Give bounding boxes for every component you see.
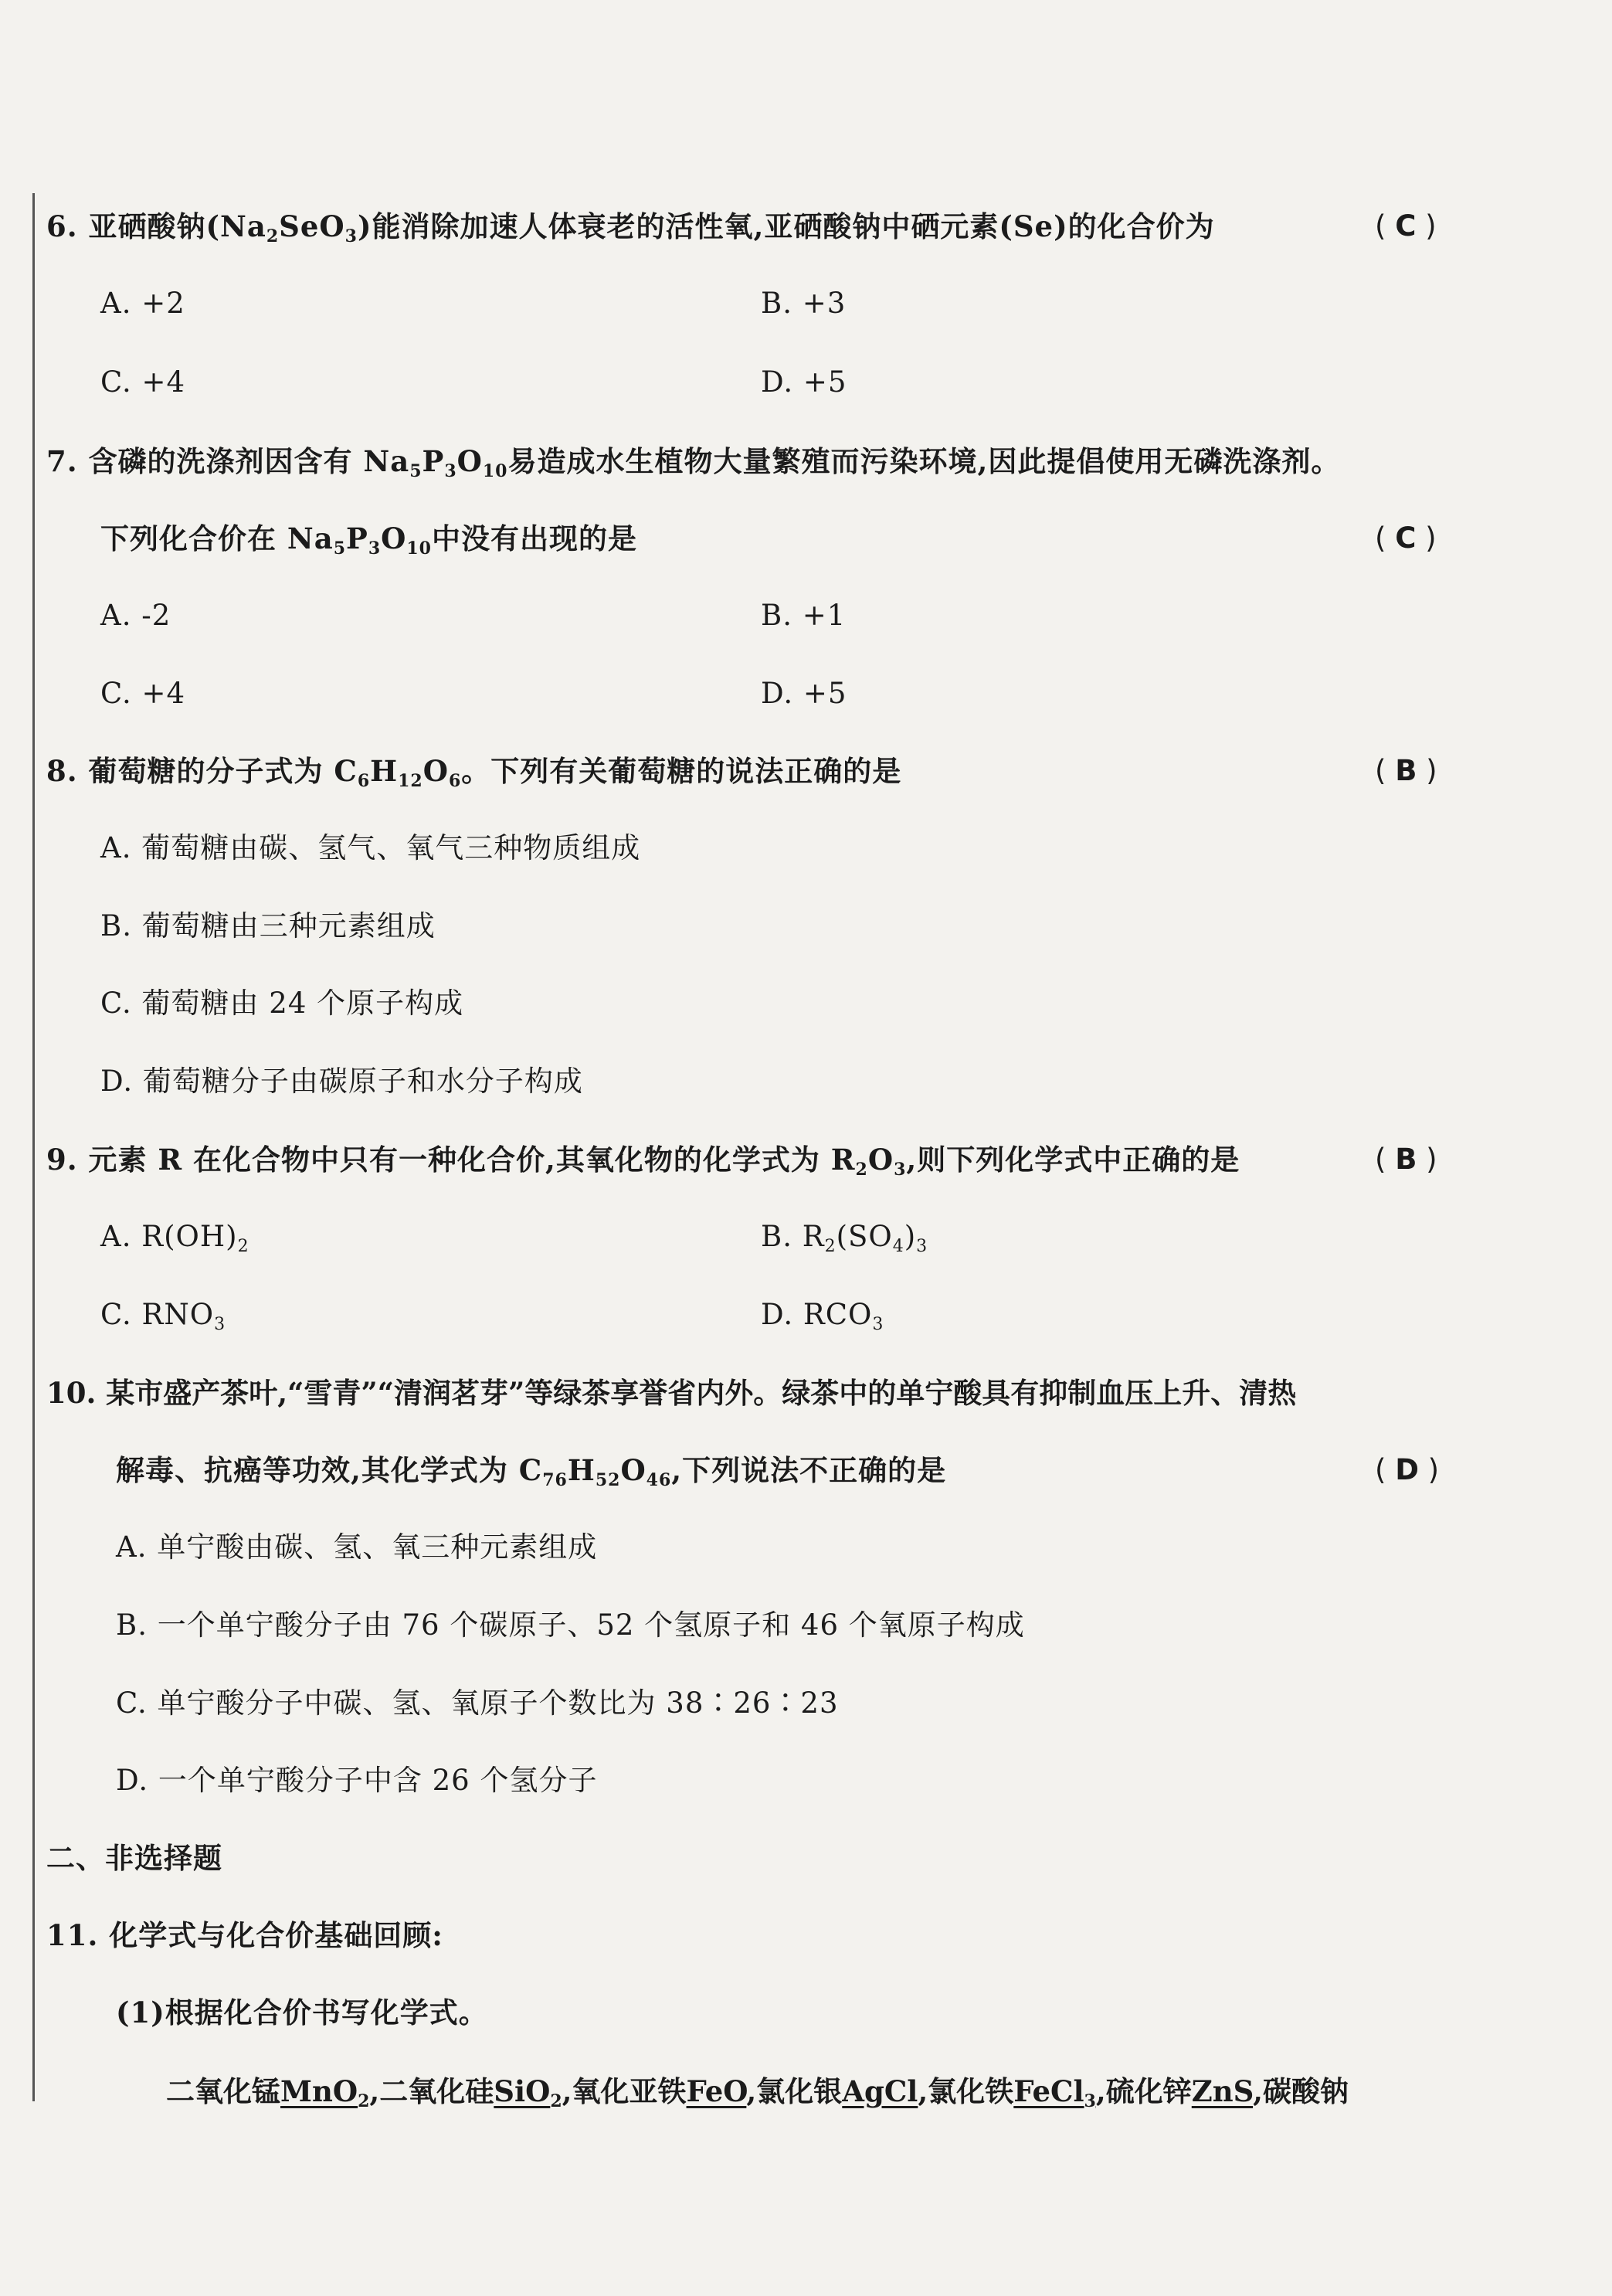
q8-option-c: C. 葡萄糖由 24 个原子构成 [100, 987, 464, 1020]
q7-option-c: C. +4 [100, 677, 186, 710]
q8-option-a: A. 葡萄糖由碳、氢气、氧气三种物质组成 [100, 831, 641, 864]
q9-option-b: B. $R_2(SO_4)_3$ [761, 1220, 928, 1256]
q6-answer: ( C ) [1375, 209, 1437, 243]
q9-option-c: C. $RNO_3$ [100, 1298, 226, 1334]
q8-answer: ( B ) [1375, 754, 1437, 787]
q7-option-a: A. -2 [100, 599, 171, 632]
fill-answer-mno2: MnO$_2$ [280, 2074, 370, 2111]
q8-option-b: B. 葡萄糖由三种元素组成 [100, 909, 436, 943]
q10-stem-line2: 解毒、抗癌等功效,其化学式为 $C_{76}H_{52}O_{46}$,下列说法不正确的是 [116, 1453, 947, 1490]
q7-stem-line1: 7. 含磷的洗涤剂因含有 $Na_5P_3O_{10}$易造成水生植物大量繁殖而污染环境,因此提倡使用无磷洗涤剂。 [46, 444, 1341, 481]
q9-stem: 9. 元素 R 在化合物中只有一种化合价,其氧化物的化学式为 $R_2O_3$,则下列化学式中正确的是 [46, 1143, 1240, 1180]
q6-option-a: A. +2 [100, 287, 185, 320]
q7-option-b: B. +1 [761, 599, 847, 632]
q10-stem-line1: 10. 某市盛产茶叶,“雪青”“清润茗芽”等绿茶享誉省内外。绿茶中的单宁酸具有抑制血压上升、清热 [46, 1376, 1297, 1410]
binding-margin-line [32, 193, 35, 2101]
q9-option-a: A. $R(OH)_2$ [100, 1220, 249, 1256]
fill-answer-agcl: AgCl [842, 2074, 918, 2108]
q6-option-c: C. +4 [100, 365, 186, 399]
fill-answer-sio2: SiO$_2$ [494, 2074, 562, 2111]
q9-option-d: D. $RCO_3$ [761, 1298, 884, 1334]
q7-answer: ( C ) [1375, 521, 1437, 555]
q10-answer: ( D ) [1375, 1453, 1440, 1486]
q6-option-b: B. +3 [761, 287, 847, 320]
section-heading: 二、非选择题 [46, 1841, 222, 1875]
q9-answer: ( B ) [1375, 1143, 1437, 1176]
q6-stem: 6. 亚硒酸钠$(Na_2SeO_3)$能消除加速人体衰老的活性氧,亚硒酸钠中硒元素(Se)的化合价为 [46, 209, 1215, 246]
q10-option-b: B. 一个单宁酸分子由 76 个碳原子、52 个氢原子和 46 个氧原子构成 [116, 1608, 1025, 1642]
q10-option-c: C. 单宁酸分子中碳、氢、氧原子个数比为 38∶26∶23 [116, 1686, 839, 1720]
fill-answer-zns: ZnS [1191, 2074, 1254, 2108]
q11-subpart-1: (1)根据化合价书写化学式。 [116, 1995, 488, 2029]
q11-fill-line: 二氧化锰MnO$_2$,二氧化硅SiO$_2$,氧化亚铁FeO,氯化银AgCl,氯化铁FeCl$_3$,硫化锌ZnS,碳酸钠 [166, 2074, 1349, 2111]
q11-title: 11. 化学式与化合价基础回顾: [46, 1918, 443, 1952]
q6-option-d: D. +5 [761, 365, 847, 399]
q7-option-d: D. +5 [761, 677, 847, 710]
fill-answer-feo: FeO [686, 2074, 747, 2108]
q7-stem-line2: 下列化合价在 $Na_5P_3O_{10}$中没有出现的是 [100, 521, 637, 559]
q8-option-d: D. 葡萄糖分子由碳原子和水分子构成 [100, 1065, 583, 1098]
q10-option-d: D. 一个单宁酸分子中含 26 个氢分子 [116, 1764, 598, 1797]
fill-answer-fecl3: FeCl$_3$ [1013, 2074, 1096, 2111]
q8-stem: 8. 葡萄糖的分子式为 $C_6H_{12}O_6$。下列有关葡萄糖的说法正确的是 [46, 754, 902, 791]
q10-option-a: A. 单宁酸由碳、氢、氧三种元素组成 [116, 1530, 598, 1564]
